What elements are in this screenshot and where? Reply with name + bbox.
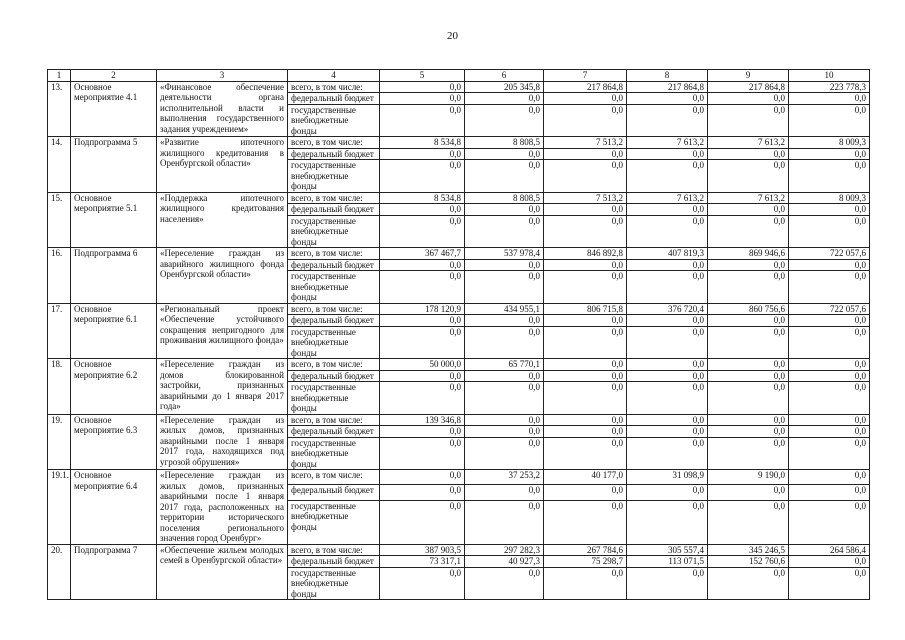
funding-source: всего, в том числе: [288,359,380,371]
amount-cell: 0,0 [627,204,708,216]
amount-cell: 806 715,8 [544,303,627,315]
funding-source: государственные внебюджетные фонды [288,500,380,544]
amount-cell: 0,0 [627,370,708,382]
amount-cell: 860 756,6 [708,303,789,315]
amount-cell: 223 778,3 [789,81,870,93]
funding-source: государственные внебюджетные фонды [288,271,380,304]
amount-cell: 0,0 [627,567,708,600]
amount-cell: 0,0 [627,326,708,359]
amount-cell: 217 864,8 [627,81,708,93]
amount-cell: 0,0 [708,204,789,216]
program-name: Подпрограмма 5 [71,137,157,193]
funding-source: федеральный бюджет [288,426,380,438]
table-row [48,81,870,93]
funding-source: федеральный бюджет [288,370,380,382]
program-funding-table [47,69,870,600]
row-number: 15. [48,192,71,248]
amount-cell: 0,0 [708,437,789,470]
program-name: Подпрограмма 7 [71,544,157,600]
funding-source: всего, в том числе: [288,81,380,93]
program-description: «Переселение граждан из аварийного жилищного фонда Оренбургской области» [157,248,288,304]
amount-cell: 0,0 [789,500,870,544]
amount-cell: 0,0 [380,470,465,485]
amount-cell: 7 613,2 [627,192,708,204]
amount-cell: 0,0 [789,556,870,568]
program-description: «Переселение граждан из домов блокированной застройки, признанных аварийными до 1 января 2017 года» [157,359,288,415]
table-row [48,359,870,371]
amount-cell: 0,0 [465,437,544,470]
amount-cell: 0,0 [627,382,708,415]
funding-source: всего, в том числе: [288,192,380,204]
amount-cell: 0,0 [465,259,544,271]
amount-cell: 205 345,8 [465,81,544,93]
amount-cell: 0,0 [789,315,870,327]
amount-cell: 0,0 [380,204,465,216]
funding-source: всего, в том числе: [288,248,380,260]
funding-source: всего, в том числе: [288,544,380,556]
amount-cell: 0,0 [627,259,708,271]
amount-cell: 376 720,4 [627,303,708,315]
program-description: «Переселение граждан из жилых домов, признанных аварийными после 1 января 2017 года, расположенных на территории исторического поселения регионального значения город Оренбург» [157,470,288,545]
amount-cell: 152 760,6 [708,556,789,568]
amount-cell: 217 864,8 [708,81,789,93]
amount-cell: 8 534,8 [380,192,465,204]
amount-cell: 407 819,3 [627,248,708,260]
amount-cell: 9 190,0 [708,470,789,485]
amount-cell: 0,0 [465,271,544,304]
amount-cell: 7 513,2 [544,192,627,204]
amount-cell: 0,0 [627,104,708,137]
amount-cell: 40 177,0 [544,470,627,485]
column-number: 8 [627,70,708,82]
amount-cell: 8 009,3 [789,192,870,204]
amount-cell: 0,0 [627,148,708,160]
amount-cell: 0,0 [380,567,465,600]
funding-source: всего, в том числе: [288,303,380,315]
amount-cell: 0,0 [789,104,870,137]
amount-cell: 0,0 [789,326,870,359]
amount-cell: 0,0 [789,437,870,470]
program-name: Основное мероприятие 6.4 [71,470,157,545]
amount-cell: 0,0 [544,326,627,359]
amount-cell: 0,0 [708,567,789,600]
funding-source: федеральный бюджет [288,315,380,327]
column-number: 9 [708,70,789,82]
amount-cell: 0,0 [465,326,544,359]
amount-cell: 0,0 [380,271,465,304]
amount-cell: 0,0 [789,370,870,382]
table-row [48,303,870,315]
table-row [48,192,870,204]
amount-cell: 0,0 [544,160,627,193]
amount-cell: 7 613,2 [708,137,789,149]
program-description: «Поддержка ипотечного жилищного кредитования населения» [157,192,288,248]
amount-cell: 722 057,6 [789,248,870,260]
amount-cell: 0,0 [544,370,627,382]
program-description: «Переселение граждан из жилых домов, признанных аварийными после 1 января 2017 года, находящихся под угрозой обрушения» [157,414,288,470]
amount-cell: 0,0 [544,271,627,304]
amount-cell: 65 770,1 [465,359,544,371]
amount-cell: 869 946,6 [708,248,789,260]
funding-source: федеральный бюджет [288,148,380,160]
amount-cell: 0,0 [544,414,627,426]
amount-cell: 7 613,2 [708,192,789,204]
amount-cell: 0,0 [465,500,544,544]
amount-cell: 367 467,7 [380,248,465,260]
amount-cell: 0,0 [789,204,870,216]
row-number: 20. [48,544,71,600]
amount-cell: 0,0 [627,160,708,193]
amount-cell: 0,0 [544,215,627,248]
program-description: «Обеспечение жильем молодых семей в Оренбургской области» [157,544,288,600]
amount-cell: 0,0 [380,326,465,359]
amount-cell: 0,0 [380,370,465,382]
table-row [48,470,870,485]
amount-cell: 0,0 [789,567,870,600]
column-number: 1 [48,70,71,82]
program-description: «Финансовое обеспечение деятельности органа исполнительной власти и выполнения государственного задания учреждением» [157,81,288,137]
funding-source: государственные внебюджетные фонды [288,160,380,193]
amount-cell: 0,0 [544,259,627,271]
amount-cell: 0,0 [708,148,789,160]
amount-cell: 0,0 [708,215,789,248]
amount-cell: 0,0 [708,485,789,500]
amount-cell: 0,0 [789,93,870,105]
amount-cell: 722 057,6 [789,303,870,315]
amount-cell: 0,0 [627,271,708,304]
amount-cell: 0,0 [544,104,627,137]
amount-cell: 0,0 [465,567,544,600]
amount-cell: 0,0 [708,370,789,382]
amount-cell: 0,0 [544,426,627,438]
column-number: 2 [71,70,157,82]
amount-cell: 537 978,4 [465,248,544,260]
amount-cell: 0,0 [708,160,789,193]
amount-cell: 0,0 [627,359,708,371]
amount-cell: 0,0 [380,215,465,248]
amount-cell: 0,0 [465,204,544,216]
amount-cell: 0,0 [708,414,789,426]
amount-cell: 31 098,9 [627,470,708,485]
amount-cell: 0,0 [789,470,870,485]
amount-cell: 0,0 [380,485,465,500]
program-name: Основное мероприятие 6.2 [71,359,157,415]
amount-cell: 0,0 [465,215,544,248]
amount-cell: 0,0 [708,93,789,105]
page-number: 20 [447,30,458,42]
funding-source: федеральный бюджет [288,259,380,271]
amount-cell: 0,0 [465,382,544,415]
amount-cell: 0,0 [465,485,544,500]
funding-source: федеральный бюджет [288,93,380,105]
amount-cell: 0,0 [789,414,870,426]
funding-source: федеральный бюджет [288,204,380,216]
funding-source: федеральный бюджет [288,485,380,500]
amount-cell: 0,0 [789,359,870,371]
amount-cell: 0,0 [465,315,544,327]
amount-cell: 434 955,1 [465,303,544,315]
amount-cell: 0,0 [789,426,870,438]
row-number: 18. [48,359,71,415]
amount-cell: 0,0 [544,204,627,216]
amount-cell: 0,0 [465,93,544,105]
amount-cell: 113 071,5 [627,556,708,568]
column-number: 10 [789,70,870,82]
program-description: «Региональный проект «Обеспечение устойчивого сокращения непригодного для проживания жилищного фонда» [157,303,288,359]
amount-cell: 0,0 [708,104,789,137]
program-name: Основное мероприятие 6.3 [71,414,157,470]
amount-cell: 0,0 [380,259,465,271]
program-name: Основное мероприятие 6.1 [71,303,157,359]
amount-cell: 0,0 [708,259,789,271]
table-row [48,544,870,556]
amount-cell: 0,0 [465,104,544,137]
amount-cell: 267 784,6 [544,544,627,556]
funding-source: государственные внебюджетные фонды [288,215,380,248]
column-number-row [48,70,870,82]
amount-cell: 264 586,4 [789,544,870,556]
amount-cell: 0,0 [789,215,870,248]
amount-cell: 0,0 [544,148,627,160]
funding-source: всего, в том числе: [288,137,380,149]
amount-cell: 0,0 [708,426,789,438]
amount-cell: 305 557,4 [627,544,708,556]
amount-cell: 0,0 [708,382,789,415]
amount-cell: 0,0 [708,271,789,304]
amount-cell: 0,0 [544,500,627,544]
funding-source: государственные внебюджетные фонды [288,437,380,470]
funding-source: государственные внебюджетные фонды [288,567,380,600]
table-body [48,70,870,600]
amount-cell: 8 009,3 [789,137,870,149]
amount-cell: 0,0 [789,485,870,500]
amount-cell: 0,0 [789,271,870,304]
amount-cell: 0,0 [380,81,465,93]
amount-cell: 0,0 [627,93,708,105]
amount-cell: 345 246,5 [708,544,789,556]
funding-source: федеральный бюджет [288,556,380,568]
column-number: 3 [157,70,288,82]
funding-source: всего, в том числе: [288,414,380,426]
amount-cell: 0,0 [708,315,789,327]
program-description: «Развитие ипотечного жилищного кредитования в Оренбургской области» [157,137,288,193]
amount-cell: 8 808,5 [465,192,544,204]
amount-cell: 0,0 [627,485,708,500]
amount-cell: 0,0 [789,148,870,160]
row-number: 13. [48,81,71,137]
amount-cell: 8 808,5 [465,137,544,149]
amount-cell: 0,0 [544,567,627,600]
amount-cell: 0,0 [465,148,544,160]
amount-cell: 0,0 [465,160,544,193]
column-number: 6 [465,70,544,82]
amount-cell: 217 864,8 [544,81,627,93]
amount-cell: 387 903,5 [380,544,465,556]
amount-cell: 8 534,8 [380,137,465,149]
amount-cell: 0,0 [708,359,789,371]
amount-cell: 0,0 [380,500,465,544]
funding-source: государственные внебюджетные фонды [288,382,380,415]
amount-cell: 0,0 [789,160,870,193]
amount-cell: 0,0 [789,382,870,415]
program-name: Основное мероприятие 4.1 [71,81,157,137]
table-row [48,414,870,426]
amount-cell: 0,0 [380,160,465,193]
amount-cell: 0,0 [380,104,465,137]
amount-cell: 75 298,7 [544,556,627,568]
amount-cell: 0,0 [465,414,544,426]
amount-cell: 0,0 [708,326,789,359]
amount-cell: 0,0 [380,315,465,327]
column-number: 4 [288,70,380,82]
amount-cell: 0,0 [380,148,465,160]
amount-cell: 0,0 [544,359,627,371]
amount-cell: 0,0 [544,485,627,500]
funding-source: всего, в том числе: [288,470,380,485]
amount-cell: 0,0 [789,259,870,271]
row-number: 17. [48,303,71,359]
amount-cell: 73 317,1 [380,556,465,568]
amount-cell: 0,0 [544,93,627,105]
row-number: 19. [48,414,71,470]
column-number: 5 [380,70,465,82]
amount-cell: 0,0 [380,426,465,438]
amount-cell: 0,0 [380,437,465,470]
amount-cell: 297 282,3 [465,544,544,556]
amount-cell: 0,0 [627,315,708,327]
amount-cell: 846 892,8 [544,248,627,260]
row-number: 16. [48,248,71,304]
amount-cell: 0,0 [627,426,708,438]
amount-cell: 0,0 [380,382,465,415]
row-number: 19.1. [48,470,71,545]
amount-cell: 0,0 [627,500,708,544]
amount-cell: 7 613,2 [627,137,708,149]
funding-source: государственные внебюджетные фонды [288,104,380,137]
amount-cell: 0,0 [465,370,544,382]
amount-cell: 178 120,9 [380,303,465,315]
program-name: Основное мероприятие 5.1 [71,192,157,248]
amount-cell: 0,0 [380,93,465,105]
amount-cell: 0,0 [544,437,627,470]
amount-cell: 0,0 [465,426,544,438]
table-row [48,137,870,149]
row-number: 14. [48,137,71,193]
amount-cell: 0,0 [544,382,627,415]
program-name: Подпрограмма 6 [71,248,157,304]
amount-cell: 0,0 [627,437,708,470]
amount-cell: 37 253,2 [465,470,544,485]
amount-cell: 139 346,8 [380,414,465,426]
amount-cell: 0,0 [708,500,789,544]
table-row [48,248,870,260]
amount-cell: 40 927,3 [465,556,544,568]
amount-cell: 50 000,0 [380,359,465,371]
column-number: 7 [544,70,627,82]
amount-cell: 0,0 [627,215,708,248]
amount-cell: 0,0 [627,414,708,426]
amount-cell: 7 513,2 [544,137,627,149]
amount-cell: 0,0 [544,315,627,327]
funding-source: государственные внебюджетные фонды [288,326,380,359]
